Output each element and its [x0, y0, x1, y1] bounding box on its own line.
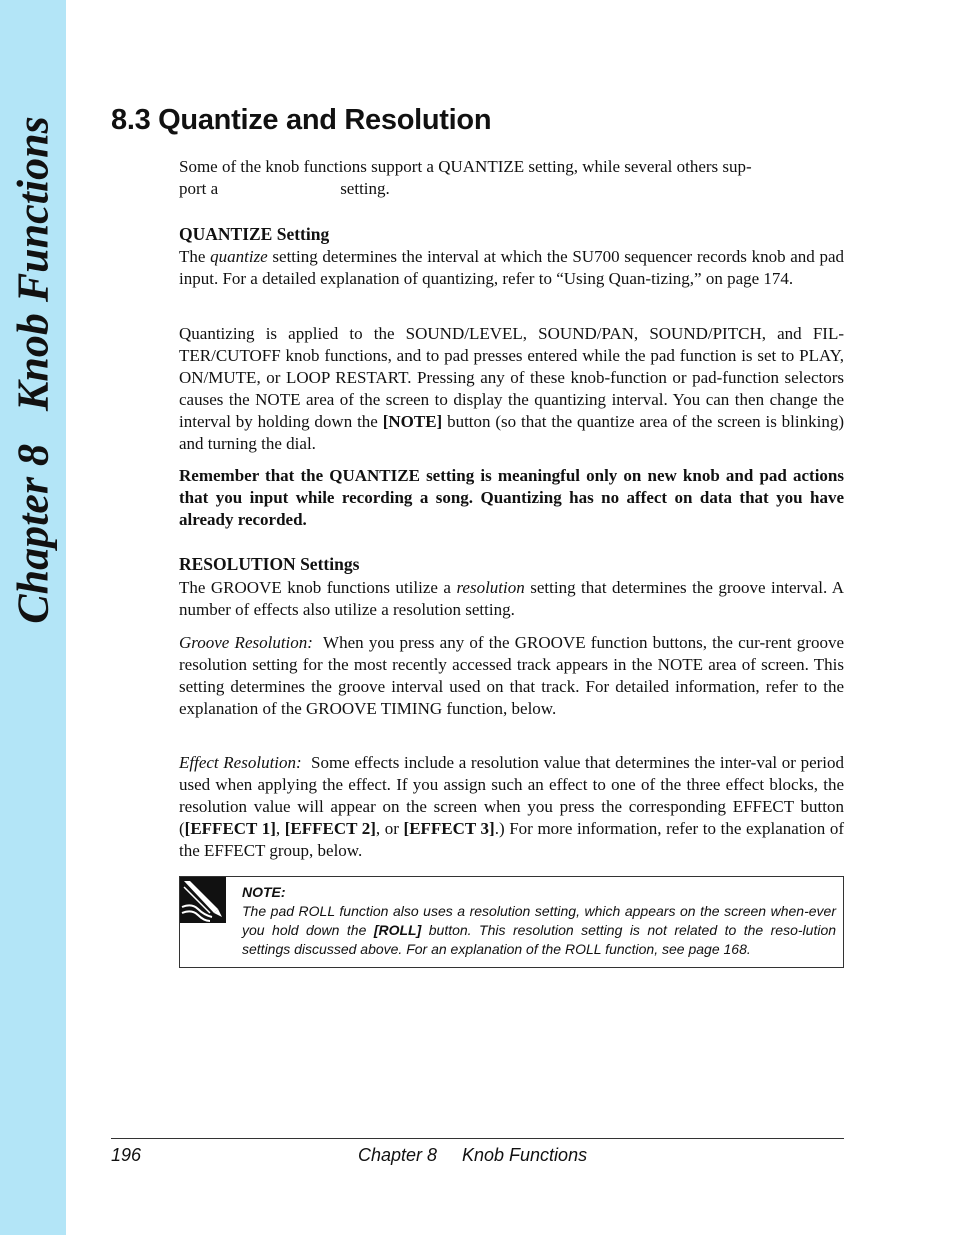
- footer-chapter-name: Knob Functions: [462, 1145, 588, 1165]
- effect-resolution-end: .) For more information, refer to the explanation of the EFFECT group, below.: [179, 819, 845, 860]
- note-box: [179, 876, 844, 968]
- intro-text-a: Some of the knob functions support a QUANTIZE setting, while several others sup-: [179, 157, 752, 176]
- roll-button-label: [ROLL]: [373, 922, 422, 938]
- effect-separator-2: , or: [375, 819, 404, 838]
- intro-text-b: port a: [179, 179, 219, 198]
- effect1-button-label: [EFFECT 1]: [184, 819, 276, 838]
- note-text-start: The pad ROLL function also uses a resolution setting, which appears on the screen when-ever you hold down the: [242, 903, 836, 938]
- effect-separator-1: ,: [275, 819, 285, 838]
- effect-resolution-label: Effect Resolution:: [179, 753, 302, 772]
- groove-resolution-text: When you press any of the GROOVE function buttons, the cur-rent groove resolution setting for the most recently accessed track appears in the NOTE area of screen. This setting determines the groove interval used on that track. For detailed information, refer to the explanation of the GROOVE TIMING function, below.: [179, 633, 845, 718]
- effect3-button-label: [EFFECT 3]: [403, 819, 495, 838]
- resolution-term: resolution: [456, 578, 525, 597]
- quantize-paragraph-2: [179, 323, 844, 455]
- note-button-label: [NOTE]: [382, 412, 443, 431]
- section-title: 8.3 Quantize and Resolution: [111, 104, 492, 136]
- resolution-p1-end: setting that determines the groove interval. A number of effects also utilize a resolution setting.: [179, 578, 845, 619]
- effect2-button-label: [EFFECT 2]: [284, 819, 376, 838]
- quantize-p2-start: Quantizing is applied to the SOUND/LEVEL, SOUND/PAN, SOUND/PITCH, and FIL-TER/CUTOFF knob functions, and to pad presses entered while the pad function is set to PLAY, ON/MUTE, or LOOP RESTART. Pressing any of these knob-function or pad-function selectors causes the NOTE area of the screen to display the quantizing interval. You can then change the interval by holding down the: [179, 324, 844, 431]
- quantize-term: quantize: [210, 247, 268, 266]
- quantize-p1-start: The: [179, 247, 206, 266]
- page-number: 196: [111, 1145, 142, 1165]
- quantize-heading: QUANTIZE Setting: [179, 224, 330, 244]
- note-body: [242, 902, 836, 959]
- resolution-paragraph-1: [179, 577, 844, 621]
- footer-rule: [111, 1138, 844, 1139]
- quantize-warning: Remember that the QUANTIZE setting is meaningful only on new knob and pad actions that you input while recording a song. Quantizing has no affect on data that you have already recorded.: [179, 466, 844, 529]
- quantize-p1-end: setting determines the interval at which the SU700 sequencer records knob and pad input. For a detailed explanation of quantizing, refer to “Using Quan-tizing,” on page 174.: [179, 247, 845, 288]
- groove-resolution-label: Groove Resolution:: [179, 633, 313, 652]
- footer-chapter: Chapter 8: [358, 1145, 438, 1165]
- chapter-sidebar: [0, 0, 66, 1235]
- pencil-note-icon: [180, 877, 226, 923]
- resolution-heading: RESOLUTION Settings: [179, 554, 360, 574]
- effect-resolution-text: Some effects include a resolution value that determines the inter-val or period used when applying the effect. If you assign such an effect to one of the three effect blocks, the resolution value will appear on the screen when you press the corresponding EFFECT button (: [179, 753, 844, 838]
- note-text-end: button. This resolution setting is not related to the reso-lution settings discussed above. For an explanation of the ROLL function, see page 168.: [242, 922, 837, 957]
- quantize-p2-end: button (so that the quantize area of the screen is blinking) and turning the dial.: [179, 412, 844, 453]
- note-title: NOTE:: [242, 884, 286, 900]
- note-content: [242, 883, 836, 959]
- quantize-paragraph-1: [179, 246, 844, 290]
- intro-paragraph: [179, 156, 844, 200]
- sidebar-chapter-title: Chapter 8 Knob Functions: [8, 116, 58, 624]
- resolution-p1-start: The GROOVE knob functions utilize a: [179, 578, 451, 597]
- effect-resolution-paragraph: [179, 752, 844, 862]
- groove-resolution-paragraph: [179, 632, 844, 720]
- intro-text-c: setting.: [340, 179, 390, 198]
